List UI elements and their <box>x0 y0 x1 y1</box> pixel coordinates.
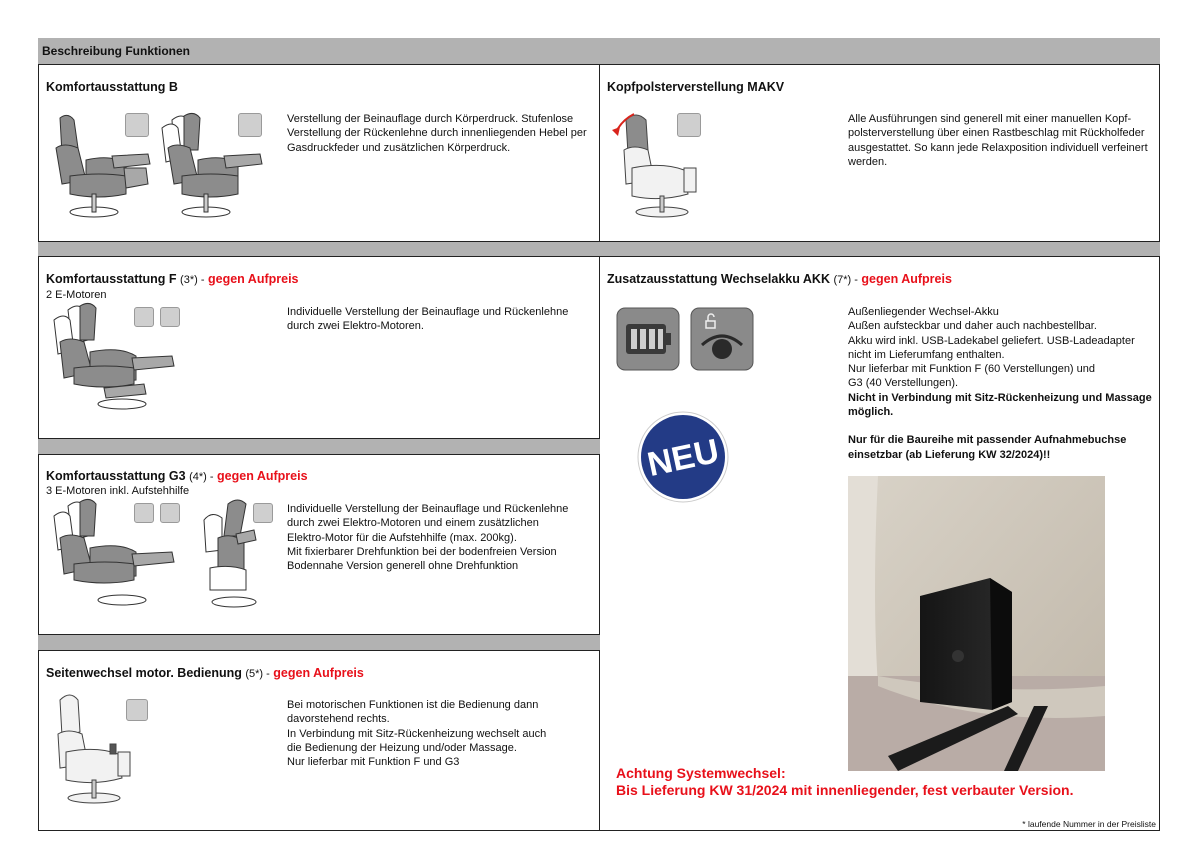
section-subtitle-komfort-f: 2 E-Motoren <box>46 289 107 301</box>
text-line: Akku wird inkl. USB-Ladekabel geliefert. USB-Ladeadapter <box>848 334 1135 347</box>
section-title-kopfpolster: Kopfpolsterverstellung MAKV <box>607 80 785 94</box>
text-line: durch zwei Elektro-Motoren und einem zusätzlichen <box>287 517 539 530</box>
title-text: Seitenwechsel motor. Bedienung <box>46 666 242 680</box>
price-note: gegen Aufpreis <box>217 469 308 483</box>
section-text-kopfpolster: Alle Ausführungen sind generell mit einer manuellen Kopfpolsterverstellung über einen Rastbeschlag mit Rückholfeder ausgestattet. So kann jede Relaxposition individuell verfeinert werden. <box>848 113 1148 168</box>
ref-number: (4*) - <box>189 471 214 483</box>
price-note: gegen Aufpreis <box>861 272 952 286</box>
section-text-seitenwechsel <box>287 698 587 769</box>
text-line: Bodennahe Version generell ohne Drehfunktion <box>287 560 519 573</box>
manual-hand-icon <box>238 113 262 137</box>
text-line: Außenliegender Wechsel-Akku <box>848 306 999 318</box>
battery-icon <box>616 307 680 371</box>
title-text: Komfortausstattung F <box>46 272 177 286</box>
battery-photo <box>848 476 1105 771</box>
section-title-komfort-g3 <box>46 469 308 483</box>
section-text-komfort-g3 <box>287 502 592 573</box>
section-text-akku <box>848 305 1160 462</box>
text-line: davorstehend rechts. <box>287 713 390 726</box>
separator-bar <box>38 438 600 455</box>
gear-icon <box>134 503 154 523</box>
gear-icon <box>160 503 180 523</box>
section-text-komfort-f: Individuelle Verstellung der Beinauflage und Rückenlehne durch zwei Elektro-Motoren. <box>287 306 569 333</box>
title-text: Komfortausstattung G3 <box>46 469 186 483</box>
section-title-komfort-f <box>46 272 299 286</box>
price-note: gegen Aufpreis <box>273 666 364 680</box>
text-line: Nur lieferbar mit Funktion F (60 Verstellungen) und <box>848 363 1096 376</box>
manual-hand-icon <box>125 113 149 137</box>
text-line: Bei motorischen Funktionen ist die Bedienung dann <box>287 699 539 711</box>
title-text: Zusatzausstattung Wechselakku AKK <box>607 272 830 286</box>
ref-number: (7*) - <box>833 274 858 286</box>
gear-icon <box>253 503 273 523</box>
text-line: In Verbindung mit Sitz-Rückenheizung wechselt auch <box>287 727 547 740</box>
text-line: Außen aufsteckbar und daher auch nachbestellbar. <box>848 320 1097 333</box>
text-line: Nur lieferbar mit Funktion F und G3 <box>287 756 460 769</box>
gear-icon <box>160 307 180 327</box>
text-bold-note: Nur für die Baureihe mit passender Aufnahmebuchse einsetzbar (ab Lieferung KW 32/2024)!! <box>848 434 1127 461</box>
spacer <box>848 419 1160 433</box>
section-subtitle-komfort-g3: 3 E-Motoren inkl. Aufstehhilfe <box>46 485 190 497</box>
text-line: Elektro-Motor für die Aufstehhilfe (max. 200kg). <box>287 531 517 544</box>
text-line: G3 (40 Verstellungen). <box>848 377 959 390</box>
manual-hand-icon <box>677 113 701 137</box>
warning-line: Bis Lieferung KW 31/2024 mit innenliegender, fest verbauter Version. <box>616 782 1074 798</box>
neu-badge <box>637 411 729 503</box>
remote-control-icon <box>126 699 148 721</box>
separator-bar <box>38 241 1160 257</box>
unlock-knob-icon <box>690 307 754 371</box>
footnote: * laufende Nummer in der Preisliste <box>1022 819 1156 829</box>
ref-number: (3*) - <box>180 274 205 286</box>
text-line: Mit fixierbarer Drehfunktion bei der bodenfreien Version <box>287 545 557 558</box>
badge-text: NEU <box>644 431 723 485</box>
header-title: Beschreibung Funktionen <box>38 38 1160 65</box>
text-line: Individuelle Verstellung der Beinauflage und Rückenlehne <box>287 503 569 515</box>
price-note: gegen Aufpreis <box>207 272 299 286</box>
gear-icon <box>134 307 154 327</box>
separator-bar <box>38 634 600 651</box>
text-line: die Bedienung der Heizung und/oder Massage. <box>287 741 517 754</box>
section-text-komfort-b: Verstellung der Beinauflage durch Körperdruck. Stufenlose Verstellung der Rückenlehne durch innenliegenden Hebel per Gasdruckfeder und zusätzlichen Körperdruck. <box>287 113 587 154</box>
section-title-komfort-b: Komfortausstattung B <box>46 80 178 94</box>
warning-line: Achtung Systemwechsel: <box>616 765 786 781</box>
section-title-seitenwechsel <box>46 666 364 680</box>
text-bold-note: Nicht in Verbindung mit Sitz-Rückenheizung und Massage möglich. <box>848 391 1152 419</box>
system-change-warning <box>616 765 1073 799</box>
ref-number: (5*) - <box>245 668 270 680</box>
text-line: nicht im Lieferumfang enthalten. <box>848 348 1005 361</box>
section-title-akku <box>607 272 952 286</box>
